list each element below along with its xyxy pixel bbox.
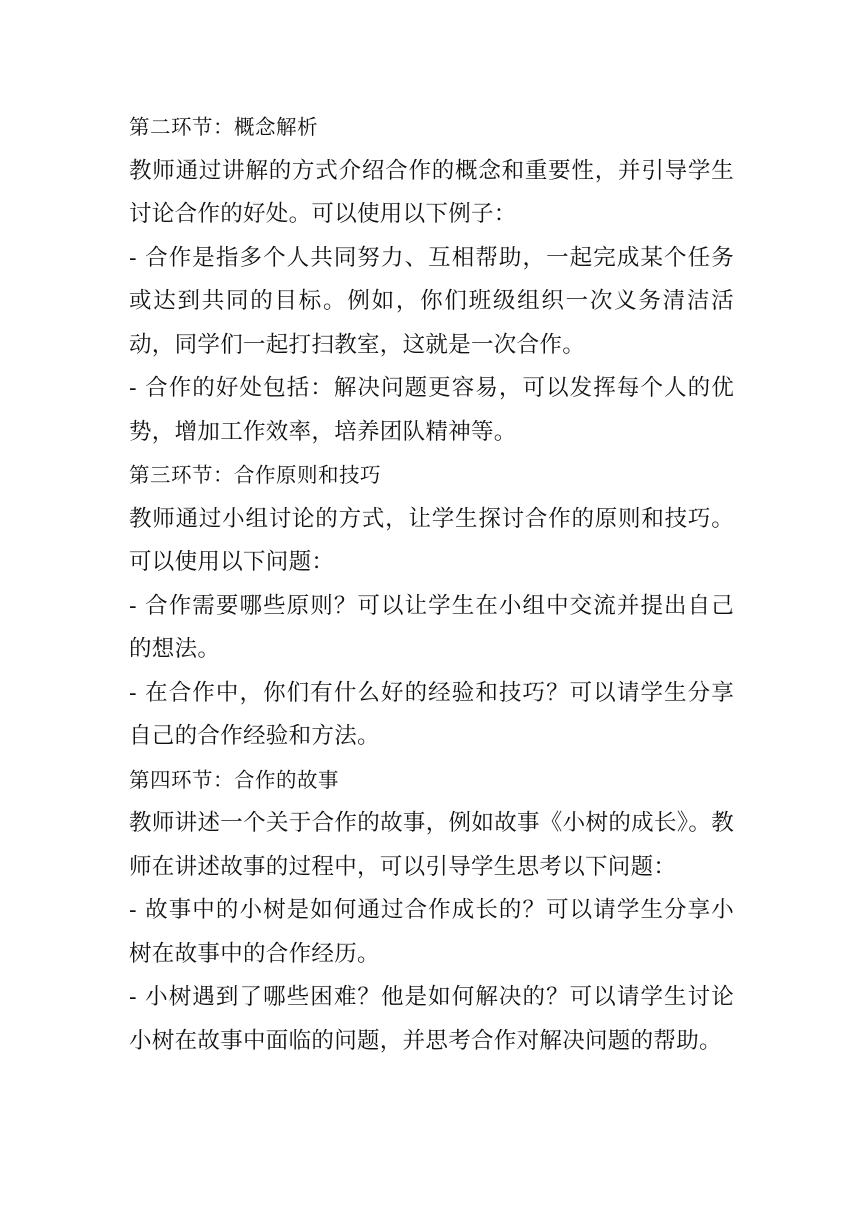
document-body: [129, 106, 734, 1063]
list-item: - 合作是指多个人共同努力、互相帮助，一起完成某个任务或达到共同的目标。例如，你们班级组织一次义务清洁活动，同学们一起打扫教室，这就是一次合作。: [129, 244, 734, 358]
list-item: - 合作的好处包括：解决问题更容易，可以发挥每个人的优势，增加工作效率，培养团队精神等。: [129, 375, 734, 445]
paragraph: 教师通过讲解的方式介绍合作的概念和重要性，并引导学生讨论合作的好处。可以使用以下例子：: [129, 157, 734, 227]
paragraph: 教师讲述一个关于合作的故事，例如故事《小树的成长》。教师在讲述故事的过程中，可以引导学生思考以下问题：: [129, 810, 734, 880]
list-item: - 合作需要哪些原则？可以让学生在小组中交流并提出自己的想法。: [129, 592, 734, 662]
section-heading-3: 第三环节：合作原则和技巧: [129, 463, 381, 487]
list-item: - 在合作中，你们有什么好的经验和技巧？可以请学生分享自己的合作经验和方法。: [129, 679, 734, 749]
paragraph: 教师通过小组讨论的方式，让学生探讨合作的原则和技巧。可以使用以下问题：: [129, 505, 734, 575]
list-item: - 故事中的小树是如何通过合作成长的？可以请学生分享小树在故事中的合作经历。: [129, 897, 734, 967]
section-heading-4: 第四环节：合作的故事: [129, 767, 339, 792]
section-heading-2: 第二环节：概念解析: [129, 115, 318, 139]
list-item: - 小树遇到了哪些困难？他是如何解决的？可以请学生讨论小树在故事中面临的问题，并思考合作对解决问题的帮助。: [129, 984, 734, 1054]
